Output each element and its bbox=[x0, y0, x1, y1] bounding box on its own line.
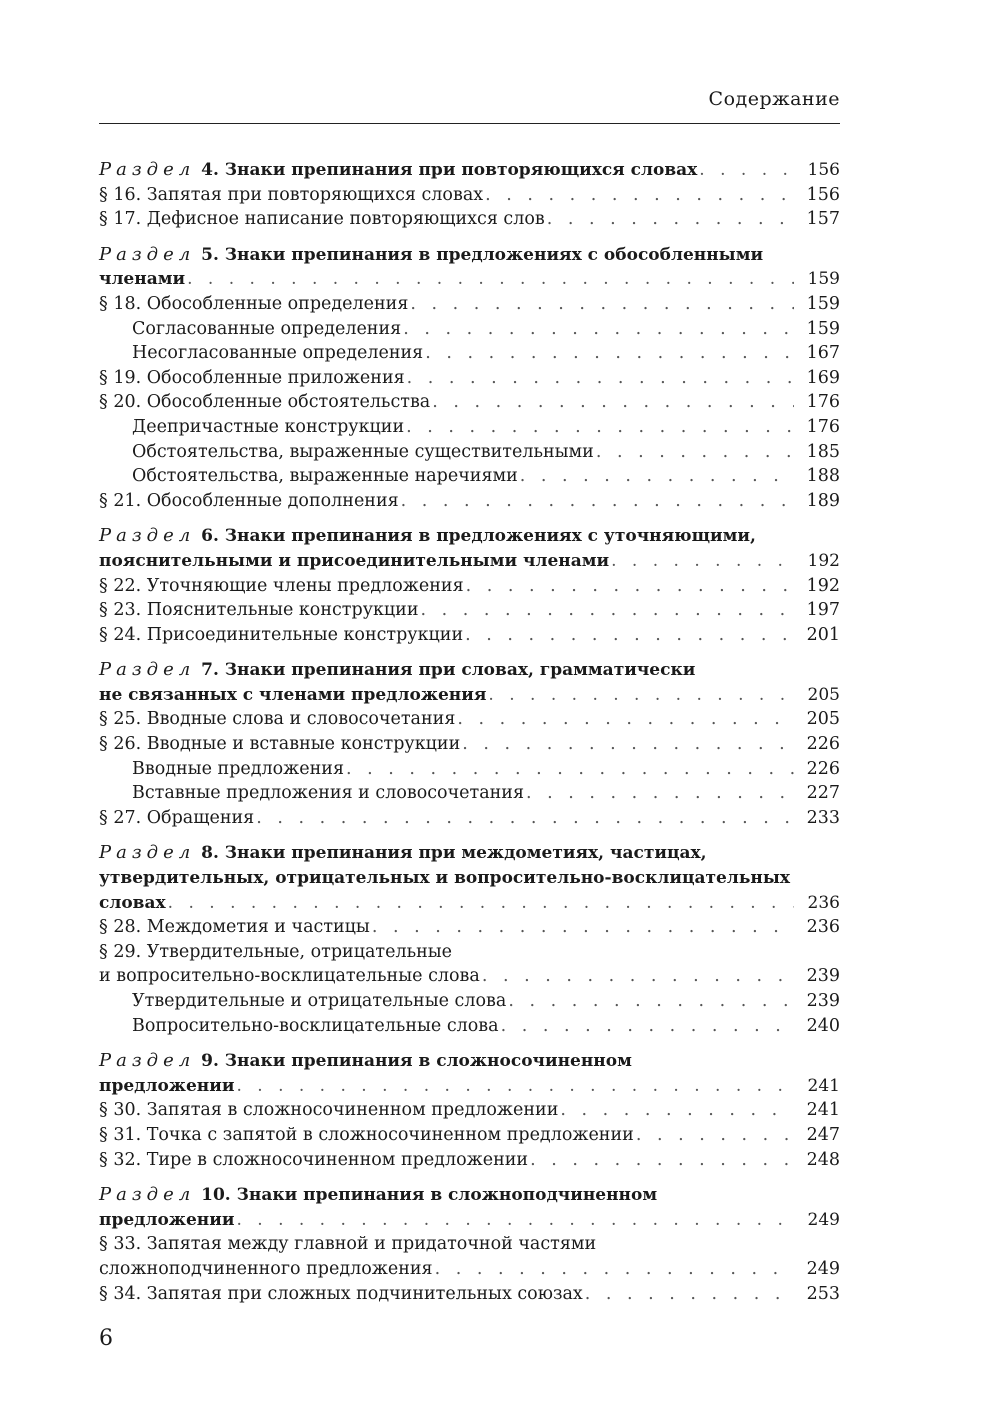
section-title-text: Знаки препинания при словах, грамматически bbox=[224, 660, 696, 681]
leader-dots bbox=[611, 549, 794, 574]
section-title-text: предложении bbox=[99, 1075, 235, 1096]
entry-text: сложноподчиненного предложения bbox=[99, 1258, 433, 1279]
section-title-entry[interactable] bbox=[99, 267, 840, 292]
entry-text: § 32. Тире в сложносочиненном предложении bbox=[99, 1149, 529, 1170]
entry-text: Обстоятельства, выраженные существительными bbox=[132, 441, 594, 462]
section-number: 5. bbox=[201, 244, 219, 265]
leader-dots bbox=[406, 415, 794, 440]
page-ref: 157 bbox=[806, 209, 840, 230]
toc-entry[interactable] bbox=[99, 1232, 840, 1257]
entry-text: и вопросительно-восклицательные слова bbox=[99, 966, 480, 987]
page-ref: 176 bbox=[806, 392, 840, 413]
toc-entry[interactable] bbox=[99, 366, 840, 391]
section-title-text: Знаки препинания в предложениях с обособленными bbox=[224, 244, 764, 265]
section-word: Раздел bbox=[99, 842, 196, 864]
page-ref: 249 bbox=[807, 1209, 840, 1230]
section-title-last bbox=[99, 1208, 234, 1233]
section-title-text: утвердительных, отрицательных и вопросительно-восклицательных bbox=[99, 868, 791, 889]
section-title-last bbox=[99, 891, 166, 916]
toc-subentry[interactable] bbox=[99, 757, 840, 782]
entry-text: § 33. Запятая между главной и придаточной частями bbox=[99, 1234, 597, 1255]
leader-dots bbox=[401, 489, 794, 514]
entry-text: § 27. Обращения bbox=[99, 807, 255, 828]
leader-dots bbox=[699, 158, 794, 183]
section-title-text: Знаки препинания в сложносочиненном bbox=[224, 1051, 632, 1072]
leader-dots bbox=[421, 598, 794, 623]
leader-dots bbox=[560, 1098, 794, 1123]
toc-subentry[interactable] bbox=[99, 1014, 840, 1039]
leader-dots bbox=[501, 1014, 794, 1039]
table-of-contents bbox=[99, 158, 840, 1317]
page-ref: 240 bbox=[806, 1015, 840, 1036]
leader-dots bbox=[346, 757, 794, 782]
leader-dots bbox=[482, 964, 794, 989]
toc-entry[interactable] bbox=[99, 489, 840, 514]
page-ref: 197 bbox=[806, 600, 840, 621]
leader-dots bbox=[236, 1074, 794, 1099]
leader-dots bbox=[410, 292, 794, 317]
leader-dots bbox=[488, 683, 794, 708]
entry-text: § 23. Пояснительные конструкции bbox=[99, 600, 419, 621]
section-title-text: Знаки препинания при междометиях, частицах, bbox=[224, 843, 707, 864]
section-title-entry[interactable] bbox=[99, 158, 840, 183]
toc-subentry[interactable] bbox=[99, 781, 840, 806]
leader-dots bbox=[432, 390, 794, 415]
page-ref: 192 bbox=[807, 550, 840, 571]
section-title-text: словах bbox=[99, 892, 166, 913]
section-word: Раздел bbox=[99, 1050, 196, 1072]
toc-entry[interactable] bbox=[99, 732, 840, 757]
leader-dots bbox=[636, 1123, 794, 1148]
page-ref: 236 bbox=[807, 892, 840, 913]
entry-text: § 29. Утвердительные, отрицательные bbox=[99, 941, 453, 962]
entry-text: § 30. Запятая в сложносочиненном предложении bbox=[99, 1100, 559, 1121]
entry-text: § 20. Обособленные обстоятельства bbox=[99, 392, 431, 413]
section-number: 4. bbox=[201, 160, 219, 180]
toc-section bbox=[99, 1183, 840, 1306]
leader-dots bbox=[168, 891, 794, 916]
page-ref: 188 bbox=[806, 466, 840, 487]
section-title-line[interactable] bbox=[99, 1183, 840, 1208]
leader-dots bbox=[526, 781, 794, 806]
section-title-text: Знаки препинания в сложноподчиненном bbox=[236, 1185, 658, 1206]
section-word: Раздел bbox=[99, 1184, 196, 1206]
leader-dots bbox=[462, 732, 794, 757]
entry-text: § 31. Точка с запятой в сложносочиненном предложении bbox=[99, 1124, 634, 1145]
entry-text: § 22. Уточняющие члены предложения bbox=[99, 575, 464, 596]
section-number: 7. bbox=[201, 660, 219, 681]
page-ref: 227 bbox=[806, 783, 840, 804]
toc-section bbox=[99, 158, 840, 232]
section-title-line[interactable] bbox=[99, 658, 840, 683]
page-ref: 167 bbox=[806, 343, 840, 364]
page-ref: 156 bbox=[806, 184, 840, 205]
page-ref: 201 bbox=[806, 624, 840, 645]
toc-entry[interactable] bbox=[99, 1098, 840, 1123]
entry-text: Вводные предложения bbox=[132, 758, 345, 779]
page-ref: 253 bbox=[806, 1283, 840, 1304]
entry-text: § 19. Обособленные приложения bbox=[99, 367, 405, 388]
toc-entry[interactable] bbox=[99, 1257, 840, 1282]
leader-dots bbox=[585, 1282, 794, 1307]
page-ref: 241 bbox=[807, 1075, 840, 1096]
leader-dots bbox=[372, 915, 794, 940]
leader-dots bbox=[425, 341, 794, 366]
leader-dots bbox=[596, 440, 794, 465]
section-word: Раздел bbox=[99, 659, 196, 681]
entry-text: Несогласованные определения bbox=[132, 343, 424, 364]
toc-entry[interactable] bbox=[99, 964, 840, 989]
toc-section bbox=[99, 1049, 840, 1172]
entry-text: Деепричастные конструкции bbox=[132, 416, 405, 437]
leader-dots bbox=[435, 1257, 794, 1282]
section-number: 8. bbox=[201, 843, 219, 864]
page-ref: 159 bbox=[806, 293, 840, 314]
entry-text: § 17. Дефисное написание повторяющихся слов bbox=[99, 209, 545, 230]
entry-text: Согласованные определения bbox=[132, 318, 402, 339]
page-ref: 249 bbox=[806, 1258, 840, 1279]
section-title-entry[interactable] bbox=[99, 683, 840, 708]
toc-entry[interactable] bbox=[99, 940, 840, 965]
page-ref: 169 bbox=[806, 367, 840, 388]
section-title-line[interactable] bbox=[99, 243, 840, 268]
toc-subentry[interactable] bbox=[99, 341, 840, 366]
entry-text: Утвердительные и отрицательные слова bbox=[132, 991, 507, 1011]
running-head: Содержание bbox=[708, 88, 840, 110]
entry-text: § 21. Обособленные дополнения bbox=[99, 490, 399, 511]
toc-subentry[interactable] bbox=[99, 464, 840, 489]
leader-dots bbox=[520, 464, 794, 489]
page-ref: 205 bbox=[807, 684, 840, 705]
section-title-line[interactable] bbox=[99, 1049, 840, 1074]
section-title-line[interactable] bbox=[99, 841, 840, 866]
toc-section bbox=[99, 658, 840, 830]
page-ref: 239 bbox=[806, 991, 840, 1011]
section-title-text: Знаки препинания при повторяющихся словах bbox=[224, 160, 698, 180]
entry-text: § 18. Обособленные определения bbox=[99, 293, 409, 314]
section-title-text: пояснительными и присоединительными членами bbox=[99, 550, 610, 571]
entry-text: § 26. Вводные и вставные конструкции bbox=[99, 734, 461, 755]
toc-entry[interactable] bbox=[99, 806, 840, 831]
page-ref: 247 bbox=[806, 1124, 840, 1145]
leader-dots bbox=[256, 806, 794, 831]
page-ref: 226 bbox=[806, 734, 840, 755]
entry-text: § 25. Вводные слова и словосочетания bbox=[99, 709, 456, 730]
section-title-entry[interactable] bbox=[99, 1074, 840, 1099]
toc-entry[interactable] bbox=[99, 598, 840, 623]
page-ref: 226 bbox=[806, 758, 840, 779]
section-word: Раздел bbox=[99, 159, 196, 180]
page-number: 6 bbox=[99, 1326, 113, 1351]
toc-entry[interactable] bbox=[99, 1148, 840, 1173]
leader-dots bbox=[187, 267, 794, 292]
leader-dots bbox=[407, 366, 794, 391]
page-ref: 205 bbox=[806, 709, 840, 730]
toc-entry[interactable] bbox=[99, 390, 840, 415]
section-title-text: не связанных с членами предложения bbox=[99, 684, 487, 705]
toc-section bbox=[99, 841, 840, 1038]
leader-dots bbox=[236, 1208, 794, 1233]
leader-dots bbox=[466, 574, 794, 599]
page-ref: 176 bbox=[806, 416, 840, 437]
section-title-text: Знаки препинания в предложениях с уточняющими, bbox=[224, 526, 756, 547]
toc-entry[interactable] bbox=[99, 1123, 840, 1148]
section-word: Раздел bbox=[99, 525, 196, 547]
entry-text: § 34. Запятая при сложных подчинительных союзах bbox=[99, 1283, 583, 1304]
leader-dots bbox=[530, 1148, 794, 1173]
toc-subentry[interactable] bbox=[99, 317, 840, 342]
toc-entry[interactable] bbox=[99, 623, 840, 648]
section-title-entry[interactable] bbox=[99, 1208, 840, 1233]
toc-entry[interactable] bbox=[99, 915, 840, 940]
section-title-text: членами bbox=[99, 269, 186, 290]
header-rule bbox=[99, 123, 840, 124]
toc-subentry[interactable] bbox=[99, 989, 840, 1014]
section-title-last bbox=[99, 267, 185, 292]
entry-text: § 16. Запятая при повторяющихся словах bbox=[99, 184, 484, 205]
leader-dots bbox=[547, 207, 794, 232]
entry-text: Вставные предложения и словосочетания bbox=[132, 783, 524, 804]
entry-text: § 24. Присоединительные конструкции bbox=[99, 624, 464, 645]
toc-entry[interactable] bbox=[99, 707, 840, 732]
page-ref: 156 bbox=[807, 160, 840, 180]
page-ref: 185 bbox=[806, 441, 840, 462]
section-title-last bbox=[99, 1074, 234, 1099]
section-title-line[interactable] bbox=[99, 524, 840, 549]
toc-section bbox=[99, 243, 840, 514]
leader-dots bbox=[457, 707, 794, 732]
toc-entry[interactable] bbox=[99, 1282, 840, 1307]
toc-entry[interactable] bbox=[99, 292, 840, 317]
page-ref: 233 bbox=[806, 807, 840, 828]
toc-entry[interactable] bbox=[99, 574, 840, 599]
section-number: 9. bbox=[201, 1051, 219, 1072]
leader-dots bbox=[465, 623, 794, 648]
page-ref: 239 bbox=[806, 966, 840, 987]
section-title-text: предложении bbox=[99, 1209, 235, 1230]
toc-subentry[interactable] bbox=[99, 415, 840, 440]
page-ref: 248 bbox=[806, 1149, 840, 1170]
toc-subentry[interactable] bbox=[99, 440, 840, 465]
section-number: 6. bbox=[201, 526, 219, 547]
section-title-last bbox=[99, 683, 486, 708]
page-ref: 159 bbox=[807, 269, 840, 290]
entry-text: Обстоятельства, выраженные наречиями bbox=[132, 466, 518, 487]
section-title-entry[interactable] bbox=[99, 891, 840, 916]
entry-text: § 28. Междометия и частицы bbox=[99, 917, 370, 938]
section-title-last bbox=[99, 549, 609, 574]
section-number: 10. bbox=[201, 1185, 231, 1206]
leader-dots bbox=[508, 989, 794, 1014]
page-ref: 236 bbox=[806, 917, 840, 938]
page-ref: 189 bbox=[806, 490, 840, 511]
entry-text: Вопросительно-восклицательные слова bbox=[132, 1015, 499, 1036]
toc-section bbox=[99, 524, 840, 647]
leader-dots bbox=[403, 317, 794, 342]
toc-entry[interactable] bbox=[99, 183, 840, 208]
section-title-line[interactable] bbox=[99, 866, 840, 891]
leader-dots bbox=[485, 183, 794, 208]
section-word: Раздел bbox=[99, 243, 196, 265]
section-title-last bbox=[99, 158, 697, 183]
page-ref: 192 bbox=[806, 575, 840, 596]
page-ref: 241 bbox=[806, 1100, 840, 1121]
page-ref: 159 bbox=[806, 318, 840, 339]
toc-entry[interactable] bbox=[99, 207, 840, 232]
section-title-entry[interactable] bbox=[99, 549, 840, 574]
